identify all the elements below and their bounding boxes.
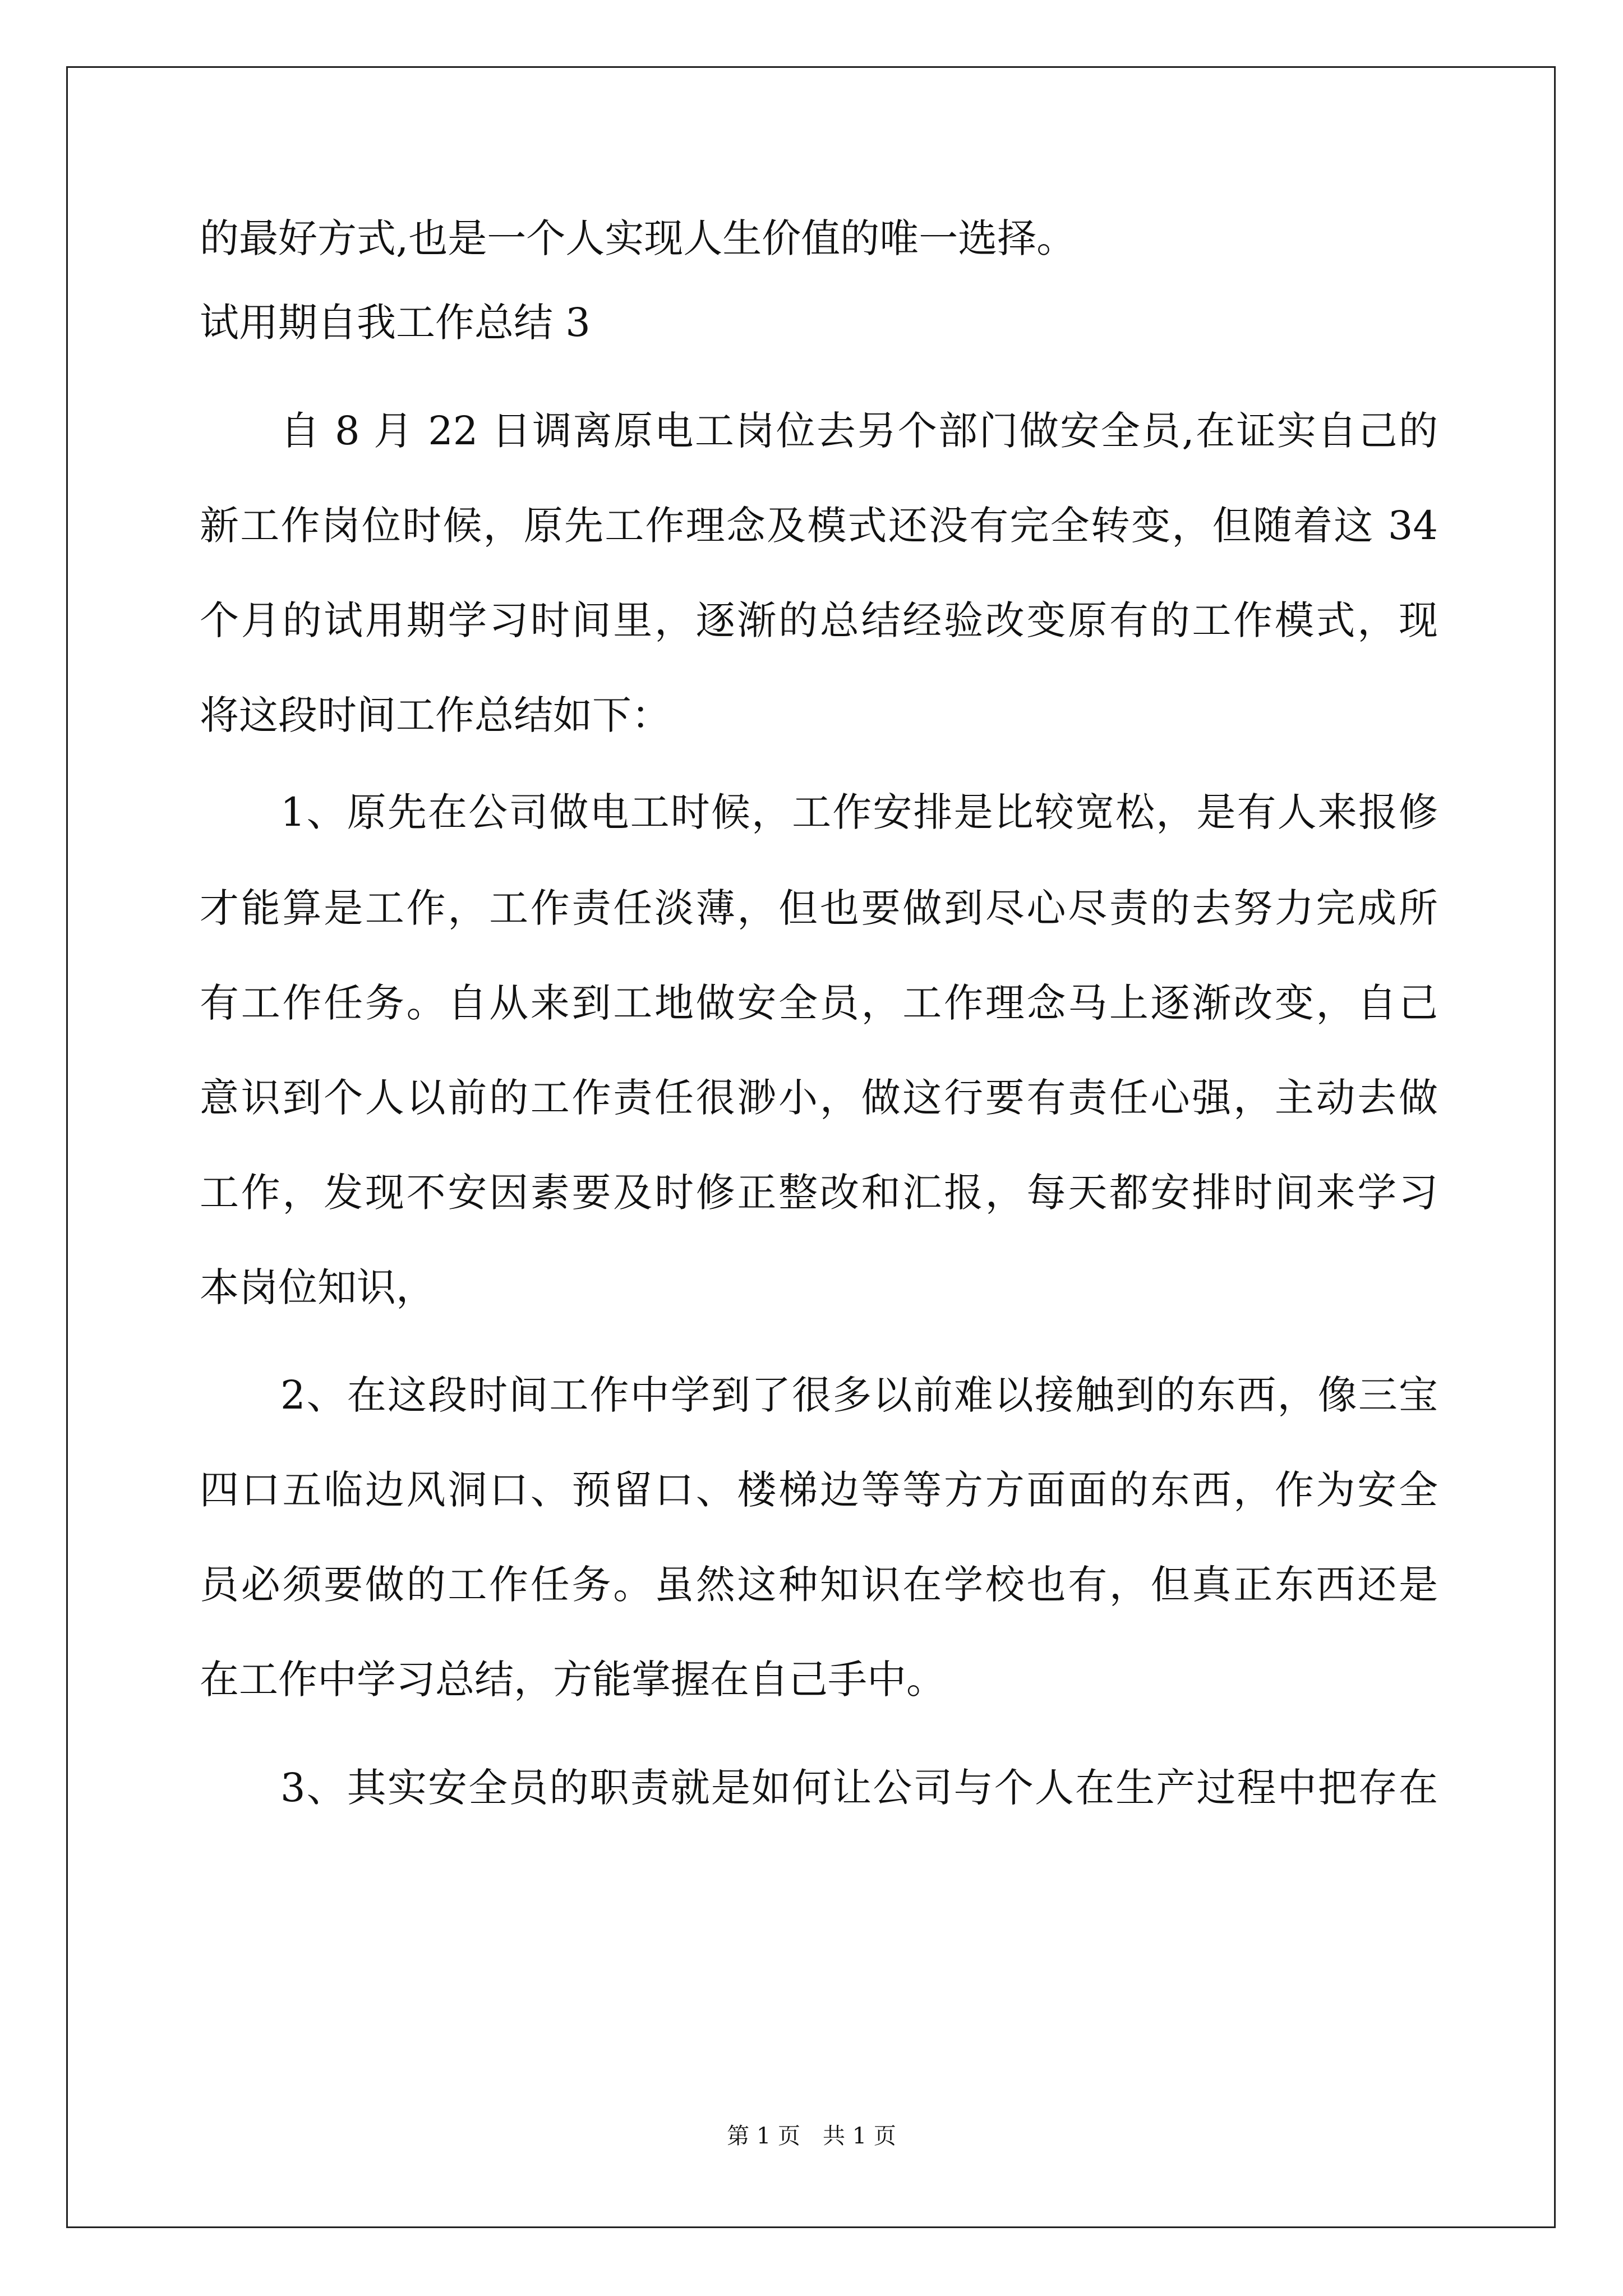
text-line: 新工作岗位时候，原先工作理念及模式还没有完全转变，但随着这 34: [200, 503, 1438, 549]
page-footer: [0, 2119, 1623, 2153]
text-line: 个月的试用期学习时间里，逐渐的总结经验改变原有的工作模式，现: [200, 597, 1438, 643]
text-line: 有工作任务。自从来到工地做安全员，工作理念马上逐渐改变，自己: [200, 980, 1438, 1026]
text-line: 的最好方式,也是一个人实现人生价值的唯一选择。: [200, 215, 1076, 261]
section-heading: 试用期自我工作总结 3: [200, 300, 591, 346]
text-line: 3、其实安全员的职责就是如何让公司与个人在生产过程中把存在: [280, 1765, 1438, 1811]
page-border: [66, 66, 1556, 2228]
text-line: 自 8 月 22 日调离原电工岗位去另个部门做安全员,在证实自己的: [280, 408, 1438, 454]
page-total: 共 1 页: [823, 2123, 896, 2149]
text-line: 意识到个人以前的工作责任很渺小，做这行要有责任心强，主动去做: [200, 1075, 1438, 1121]
page-number: 第 1 页: [727, 2123, 800, 2149]
text-line: 员必须要做的工作任务。虽然这种知识在学校也有，但真正东西还是: [200, 1562, 1438, 1608]
text-line: 2、在这段时间工作中学到了很多以前难以接触到的东西，像三宝: [280, 1372, 1438, 1418]
text-line: 工作，发现不安因素要及时修正整改和汇报，每天都安排时间来学习: [200, 1170, 1438, 1216]
text-line: 将这段时间工作总结如下：: [200, 692, 671, 738]
text-line: 才能算是工作，工作责任淡薄，但也要做到尽心尽责的去努力完成所: [200, 885, 1438, 931]
text-line: 在工作中学习总结，方能掌握在自己手中。: [200, 1657, 946, 1703]
text-line: 1、原先在公司做电工时候，工作安排是比较宽松，是有人来报修: [280, 789, 1438, 835]
text-line: 四口五临边风洞口、预留口、楼梯边等等方方面面的东西，作为安全: [200, 1467, 1438, 1513]
text-line: 本岗位知识，: [200, 1264, 435, 1310]
